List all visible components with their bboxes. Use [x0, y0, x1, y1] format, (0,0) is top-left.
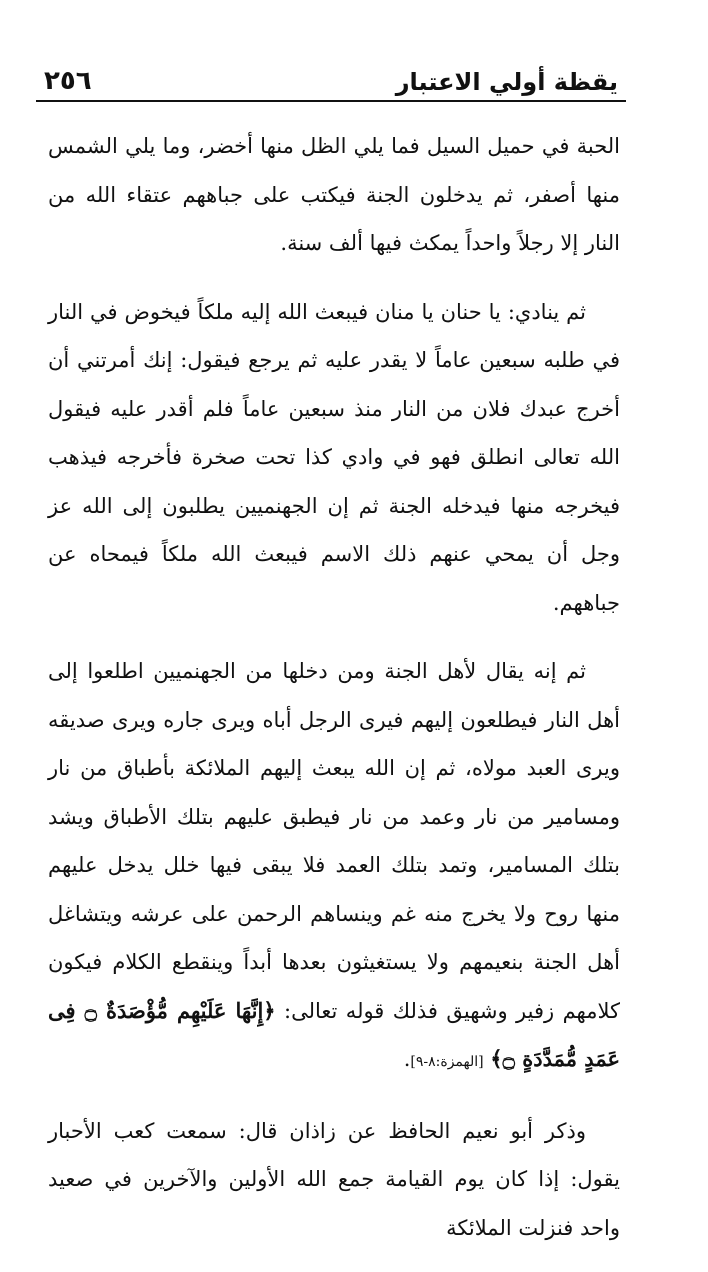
paragraph-2: ثم ينادي: يا حنان يا منان فيبعث الله إليه ملكاً فيخوض في النار في طلبه سبعين عاماً لا يقدر عليه ثم يرجع فيقول: إنك أمرتني أن أخرج عبدك فلان من النار منذ سبعين عاماً فلم أقدر عليه فيقول الله تعالى انطلق فهو في وادي كذا تحت صخرة فأخرجه فيذهب فيخرجه منها فيدخله الجنة ثم إن الجهنميين يطلبون إلى الله عز وجل أن يمحي عنهم ذلك الاسم فيبعث الله ملكاً فيمحاه عن جباههم.: [48, 299, 620, 615]
running-header: [36, 60, 626, 102]
verse-citation: [الهمزة:٨-٩]: [410, 1054, 484, 1070]
paragraph-3: [48, 647, 620, 1087]
paragraph-4: وذكر أبو نعيم الحافظ عن زاذان قال: سمعت كعب الأحبار يقول: إذا كان يوم القيامة جمع الله الأولين والآخرين في صعيد واحد فنزلت الملائكة: [48, 1118, 620, 1240]
body-text: [48, 122, 620, 1272]
paragraph-3-text: ثم إنه يقال لأهل الجنة ومن دخلها من الجهنميين اطلعوا إلى أهل النار فيطلعون إليهم فيرى الرجل أباه ويرى جاره ويرى صديقه ويرى العبد مولاه، ثم إن الله يبعث إليهم الملائكة بأطباق من نار ومسامير من نار وعمد من نار فيطبق عليهم بتلك الأطباق ويشد بتلك المسامير، وتمد بتلك العمد فلا يبقى فيها خلل يدخل عليهم منها روح ولا يخرج منه غم وينساهم الرحمن على عرشه ويتشاغل أهل الجنة بنعيمهم ولا يستغيثون بعدها أبداً وينقطع الكلام فيكون كلامهم زفير وشهيق فذلك قوله تعالى:: [48, 659, 620, 1023]
quran-verse: ﴿إِنَّهَا عَلَيْهِم مُّؤْصَدَةٌ ۝ فِى عَمَدٍ مُّمَدَّدَةٍ ۝﴾: [48, 997, 620, 1071]
paragraph-1: الحبة في حميل السيل فما يلي الظل منها أخضر، وما يلي الشمس منها أصفر، ثم يدخلون الجنة فيكتب على جباههم عتقاء الله من النار إلا رجلاً واحداً يمكث فيها ألف سنة.: [48, 134, 620, 255]
book-title: يقظة أولي الاعتبار: [395, 68, 618, 96]
paragraph-3-end: .: [403, 1047, 411, 1071]
page-number: ٢٥٦: [44, 66, 92, 96]
